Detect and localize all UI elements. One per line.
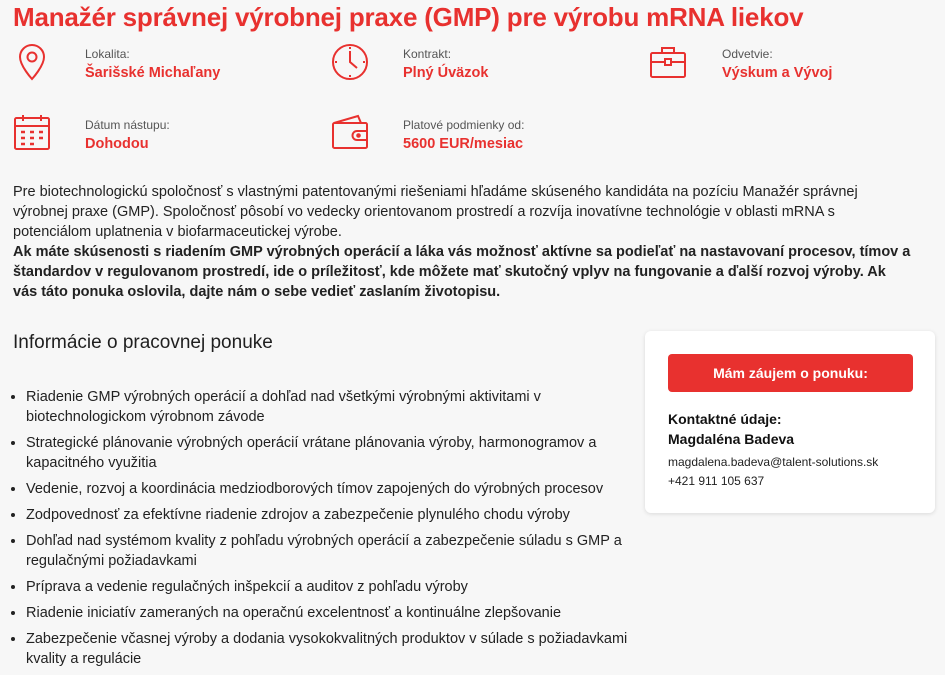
list-item: • Dohľad nad systémom kvality z pohľadu výrobných operácií a zabezpečenie súladu s GMP a regulačnými požiadavkami — [26, 531, 644, 571]
contact-name: Magdaléna Badeva — [668, 431, 795, 447]
location-pin-icon — [12, 42, 52, 82]
salary-label: Platové podmienky od: — [403, 118, 525, 132]
contract-value: Plný Úväzok — [403, 65, 489, 81]
task-list — [8, 387, 644, 675]
calendar-icon — [12, 112, 52, 152]
contact-phone: +421 911 105 637 — [668, 474, 765, 488]
contact-email-link[interactable]: magdalena.badeva@talent-solutions.sk — [668, 455, 879, 469]
list-item: • Zodpovednosť za efektívne riadenie zdrojov a zabezpečenie plynulého chodu výroby — [26, 505, 644, 525]
clock-icon — [330, 42, 370, 82]
apply-button[interactable]: Mám záujem o ponuku: — [668, 354, 913, 392]
list-item: • Zabezpečenie včasnej výroby a dodania vysokokvalitných produktov v súlade s požiadavkami kvality a regulácie — [26, 629, 644, 669]
intro-paragraph: Pre biotechnologickú spoločnosť s vlastnými patentovanými riešeniami hľadáme skúseného kandidáta na pozíciu Manažér správnej výrobnej praxe (GMP). Spoločnosť pôsobí vo vedecky orientovanom prostredí a rozvíja inovatívne technológie v oblasti mRNA s potenciálom uplatnenia v biofarmaceutickej výrobe. — [13, 184, 858, 240]
location-value: Šarišské Michaľany — [85, 65, 221, 81]
section-title: Informácie o pracovnej ponuke — [13, 332, 273, 353]
salary-value: 5600 EUR/mesiac — [403, 136, 524, 152]
list-item: • Riadenie iniciatív zameraných na operačnú excelentnosť a kontinuálne zlepšovanie — [26, 603, 644, 623]
wallet-icon — [330, 112, 370, 152]
list-item: • Príprava a vedenie regulačných inšpekcií a auditov z pohľadu výroby — [26, 577, 644, 597]
list-item: • Strategické plánovanie výrobných operácií vrátane plánovania výroby, harmonogramov a kapacitného využitia — [26, 433, 644, 473]
list-item: • Vedenie, rozvoj a koordinácia medziodborových tímov zapojených do výrobných procesov — [26, 479, 644, 499]
intro-bold-paragraph: Ak máte skúsenosti s riadením GMP výrobných operácií a láka vás možnosť aktívne sa podieľať na nastavovaní procesov, tímov a štandardov v regulovanom prostredí, ide o príležitosť, kde môžete mať skutočný vplyv na fungovanie a ďalší rozvoj výroby. Ak vás táto ponuka oslovila, dajte nám o sebe vedieť zaslaním životopisu. — [13, 244, 911, 300]
contact-card — [645, 331, 935, 513]
briefcase-icon — [648, 42, 688, 82]
industry-label: Odvetvie: — [722, 47, 773, 61]
job-intro — [13, 182, 913, 302]
location-label: Lokalita: — [85, 47, 130, 61]
list-item: • Riadenie GMP výrobných operácií a dohľad nad všetkými výrobnými aktivitami v biotechnologickom výrobnom závode — [26, 387, 644, 427]
contract-label: Kontrakt: — [403, 47, 452, 61]
industry-value: Výskum a Vývoj — [722, 65, 833, 81]
contact-heading: Kontaktné údaje: — [668, 411, 782, 427]
start-date-value: Dohodou — [85, 136, 149, 152]
job-title: Manažér správnej výrobnej praxe (GMP) pre výrobu mRNA liekov — [13, 2, 804, 32]
start-date-label: Dátum nástupu: — [85, 118, 170, 132]
